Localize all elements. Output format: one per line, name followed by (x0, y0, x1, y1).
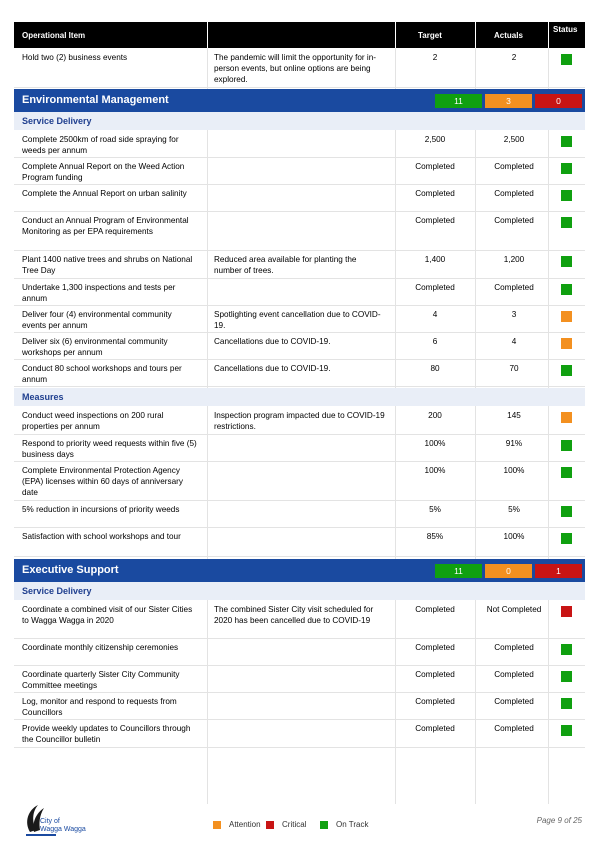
row-comment: Spotlighting event cancellation due to COVID-19. (214, 310, 381, 330)
row-target: Completed (415, 724, 455, 733)
status-on-track-indicator (561, 54, 572, 65)
row-actual: 91% (505, 439, 523, 448)
status-on-track-indicator (561, 467, 572, 478)
status-on-track-indicator (561, 506, 572, 517)
subheader-measures (14, 388, 585, 406)
table-row (14, 157, 585, 185)
on-track-count: 11 (435, 94, 482, 108)
legend-attention (213, 820, 261, 829)
table-header (14, 22, 585, 48)
critical-count: 1 (535, 564, 582, 578)
row-item: Log, monitor and respond to requests from Councillors (22, 697, 177, 717)
table-row (14, 500, 585, 528)
row-actual: 2 (511, 53, 517, 62)
row-target: 85% (426, 532, 444, 541)
status-on-track-indicator (561, 440, 572, 451)
table-row (14, 527, 585, 557)
row-actual: Completed (494, 697, 534, 706)
row-target: 1,400 (424, 255, 446, 264)
row-item: Conduct 80 school workshops and tours per annum (22, 364, 182, 384)
status-on-track-indicator (561, 217, 572, 228)
row-actual: Completed (494, 670, 534, 679)
row-target: Completed (415, 643, 455, 652)
header-separator (207, 22, 208, 48)
row-target: 4 (432, 310, 438, 319)
header-target: Target (418, 30, 442, 40)
status-on-track-indicator (561, 256, 572, 267)
logo-line-1: City of (40, 818, 60, 825)
status-on-track-indicator (561, 644, 572, 655)
row-actual: 3 (511, 310, 517, 319)
header-operational-item: Operational Item (22, 30, 86, 40)
legend-critical-label: Critical (282, 820, 307, 829)
section-environmental-management (14, 89, 585, 112)
row-actual: 100% (503, 466, 525, 475)
status-on-track-indicator (561, 533, 572, 544)
row-target: 80 (430, 364, 440, 373)
row-target: Completed (415, 216, 455, 225)
row-target: Completed (415, 283, 455, 292)
legend-on-track-swatch (320, 821, 328, 829)
table-row (14, 184, 585, 212)
status-attention-indicator (561, 311, 572, 322)
status-on-track-indicator (561, 671, 572, 682)
row-actual: Completed (494, 216, 534, 225)
row-item: Complete Annual Report on the Weed Action Program funding (22, 162, 185, 182)
row-actual: 5% (508, 505, 520, 514)
legend-attention-swatch (213, 821, 221, 829)
row-comment: Reduced area available for planting the number of trees. (214, 255, 357, 275)
row-item: Coordinate quarterly Sister City Community Committee meetings (22, 670, 180, 690)
row-target: 2 (432, 53, 438, 62)
status-on-track-indicator (561, 284, 572, 295)
row-actual: Completed (494, 283, 534, 292)
row-actual: Completed (494, 189, 534, 198)
row-item: Deliver six (6) environmental community workshops per annum (22, 337, 168, 357)
row-item: Complete the Annual Report on urban salinity (22, 189, 187, 198)
row-item: Coordinate a combined visit of our Sister Cities to Wagga Wagga in 2020 (22, 605, 193, 625)
logo-line-2: Wagga Wagga (40, 826, 86, 833)
status-on-track-indicator (561, 698, 572, 709)
header-status: Status (553, 25, 578, 34)
row-actual: Not Completed (486, 605, 542, 614)
row-actual: Completed (494, 162, 534, 171)
legend-attention-label: Attention (229, 820, 261, 829)
row-comment: Cancellations due to COVID-19. (214, 364, 331, 373)
section-title: Executive Support (22, 564, 119, 576)
row-comment: The pandemic will limit the opportunity for in-person events, but online options are being explored. (214, 53, 376, 84)
table-row (14, 359, 585, 387)
row-item: 5% reduction in incursions of priority weeds (22, 505, 180, 514)
row-item: Conduct an Annual Program of Environmental Monitoring as per EPA requirements (22, 216, 189, 236)
row-comment: The combined Sister City visit scheduled for 2020 has been cancelled due to COVID-19 (214, 605, 374, 625)
attention-count: 3 (485, 94, 532, 108)
subheader-label: Measures (22, 392, 64, 402)
row-target: Completed (415, 605, 455, 614)
row-target: 6 (432, 337, 438, 346)
row-item: Satisfaction with school workshops and tour (22, 532, 181, 541)
legend-critical-swatch (266, 821, 274, 829)
row-target: 200 (428, 411, 442, 420)
section-executive-support (14, 559, 585, 582)
header-separator (548, 22, 549, 48)
table-row (14, 211, 585, 251)
status-critical-indicator (561, 606, 572, 617)
row-target: 5% (429, 505, 441, 514)
status-on-track-indicator (561, 136, 572, 147)
table-row (14, 692, 585, 720)
row-target: Completed (415, 189, 455, 198)
table-row (14, 665, 585, 693)
status-attention-indicator (561, 412, 572, 423)
subheader-service-delivery (14, 112, 585, 130)
row-comment: Cancellations due to COVID-19. (214, 337, 331, 346)
table-row (14, 719, 585, 748)
row-item: Respond to priority weed requests within five (5) business days (22, 439, 197, 459)
row-item: Undertake 1,300 inspections and tests per annum (22, 283, 176, 303)
row-target: Completed (415, 162, 455, 171)
row-item: Provide weekly updates to Councillors through the Councillor bulletin (22, 724, 191, 744)
subheader-label: Service Delivery (22, 586, 92, 596)
status-on-track-indicator (561, 725, 572, 736)
section-title: Environmental Management (22, 94, 169, 106)
on-track-count: 11 (435, 564, 482, 578)
header-separator (395, 22, 396, 48)
table-row (14, 638, 585, 666)
row-item: Conduct weed inspections on 200 rural properties per annum (22, 411, 164, 431)
row-actual: 70 (509, 364, 519, 373)
legend-on-track (320, 820, 368, 829)
row-target: 100% (424, 439, 446, 448)
row-actual: 4 (511, 337, 517, 346)
critical-count: 0 (535, 94, 582, 108)
table-row (14, 278, 585, 306)
header-separator (475, 22, 476, 48)
row-actual: 145 (507, 411, 521, 420)
row-actual: Completed (494, 724, 534, 733)
subheader-service-delivery (14, 582, 585, 600)
row-target: Completed (415, 670, 455, 679)
row-item: Coordinate monthly citizenship ceremonies (22, 643, 179, 652)
row-item: Complete Environmental Protection Agency (EPA) licenses within 60 days of anniversary date (22, 466, 183, 497)
subheader-label: Service Delivery (22, 116, 92, 126)
table-row (14, 434, 585, 462)
row-item: Plant 1400 native trees and shrubs on National Tree Day (22, 255, 193, 275)
table-row (14, 130, 585, 158)
table-row (14, 406, 585, 435)
row-target: 100% (424, 466, 446, 475)
legend-on-track-label: On Track (336, 820, 369, 829)
row-item: Deliver four (4) environmental community events per annum (22, 310, 172, 330)
table-row (14, 48, 585, 88)
row-target: Completed (415, 697, 455, 706)
header-actuals: Actuals (494, 30, 523, 40)
row-actual: 2,500 (503, 135, 525, 144)
legend-critical (266, 820, 306, 829)
status-on-track-indicator (561, 163, 572, 174)
table-row (14, 600, 585, 639)
row-actual: 1,200 (503, 255, 525, 264)
row-item: Complete 2500km of road side spraying for weeds per annum (22, 135, 179, 155)
table-row (14, 461, 585, 501)
logo-text (40, 818, 86, 834)
row-actual: Completed (494, 643, 534, 652)
table-row (14, 305, 585, 333)
table-row (14, 250, 585, 279)
attention-count: 0 (485, 564, 532, 578)
status-on-track-indicator (561, 365, 572, 376)
status-on-track-indicator (561, 190, 572, 201)
row-comment: Inspection program impacted due to COVID-19 restrictions. (214, 411, 385, 431)
page-number: Page 9 of 25 (536, 816, 582, 825)
row-item: Hold two (2) business events (22, 53, 128, 62)
row-target: 2,500 (424, 135, 446, 144)
status-attention-indicator (561, 338, 572, 349)
row-actual: 100% (503, 532, 525, 541)
table-row (14, 332, 585, 360)
